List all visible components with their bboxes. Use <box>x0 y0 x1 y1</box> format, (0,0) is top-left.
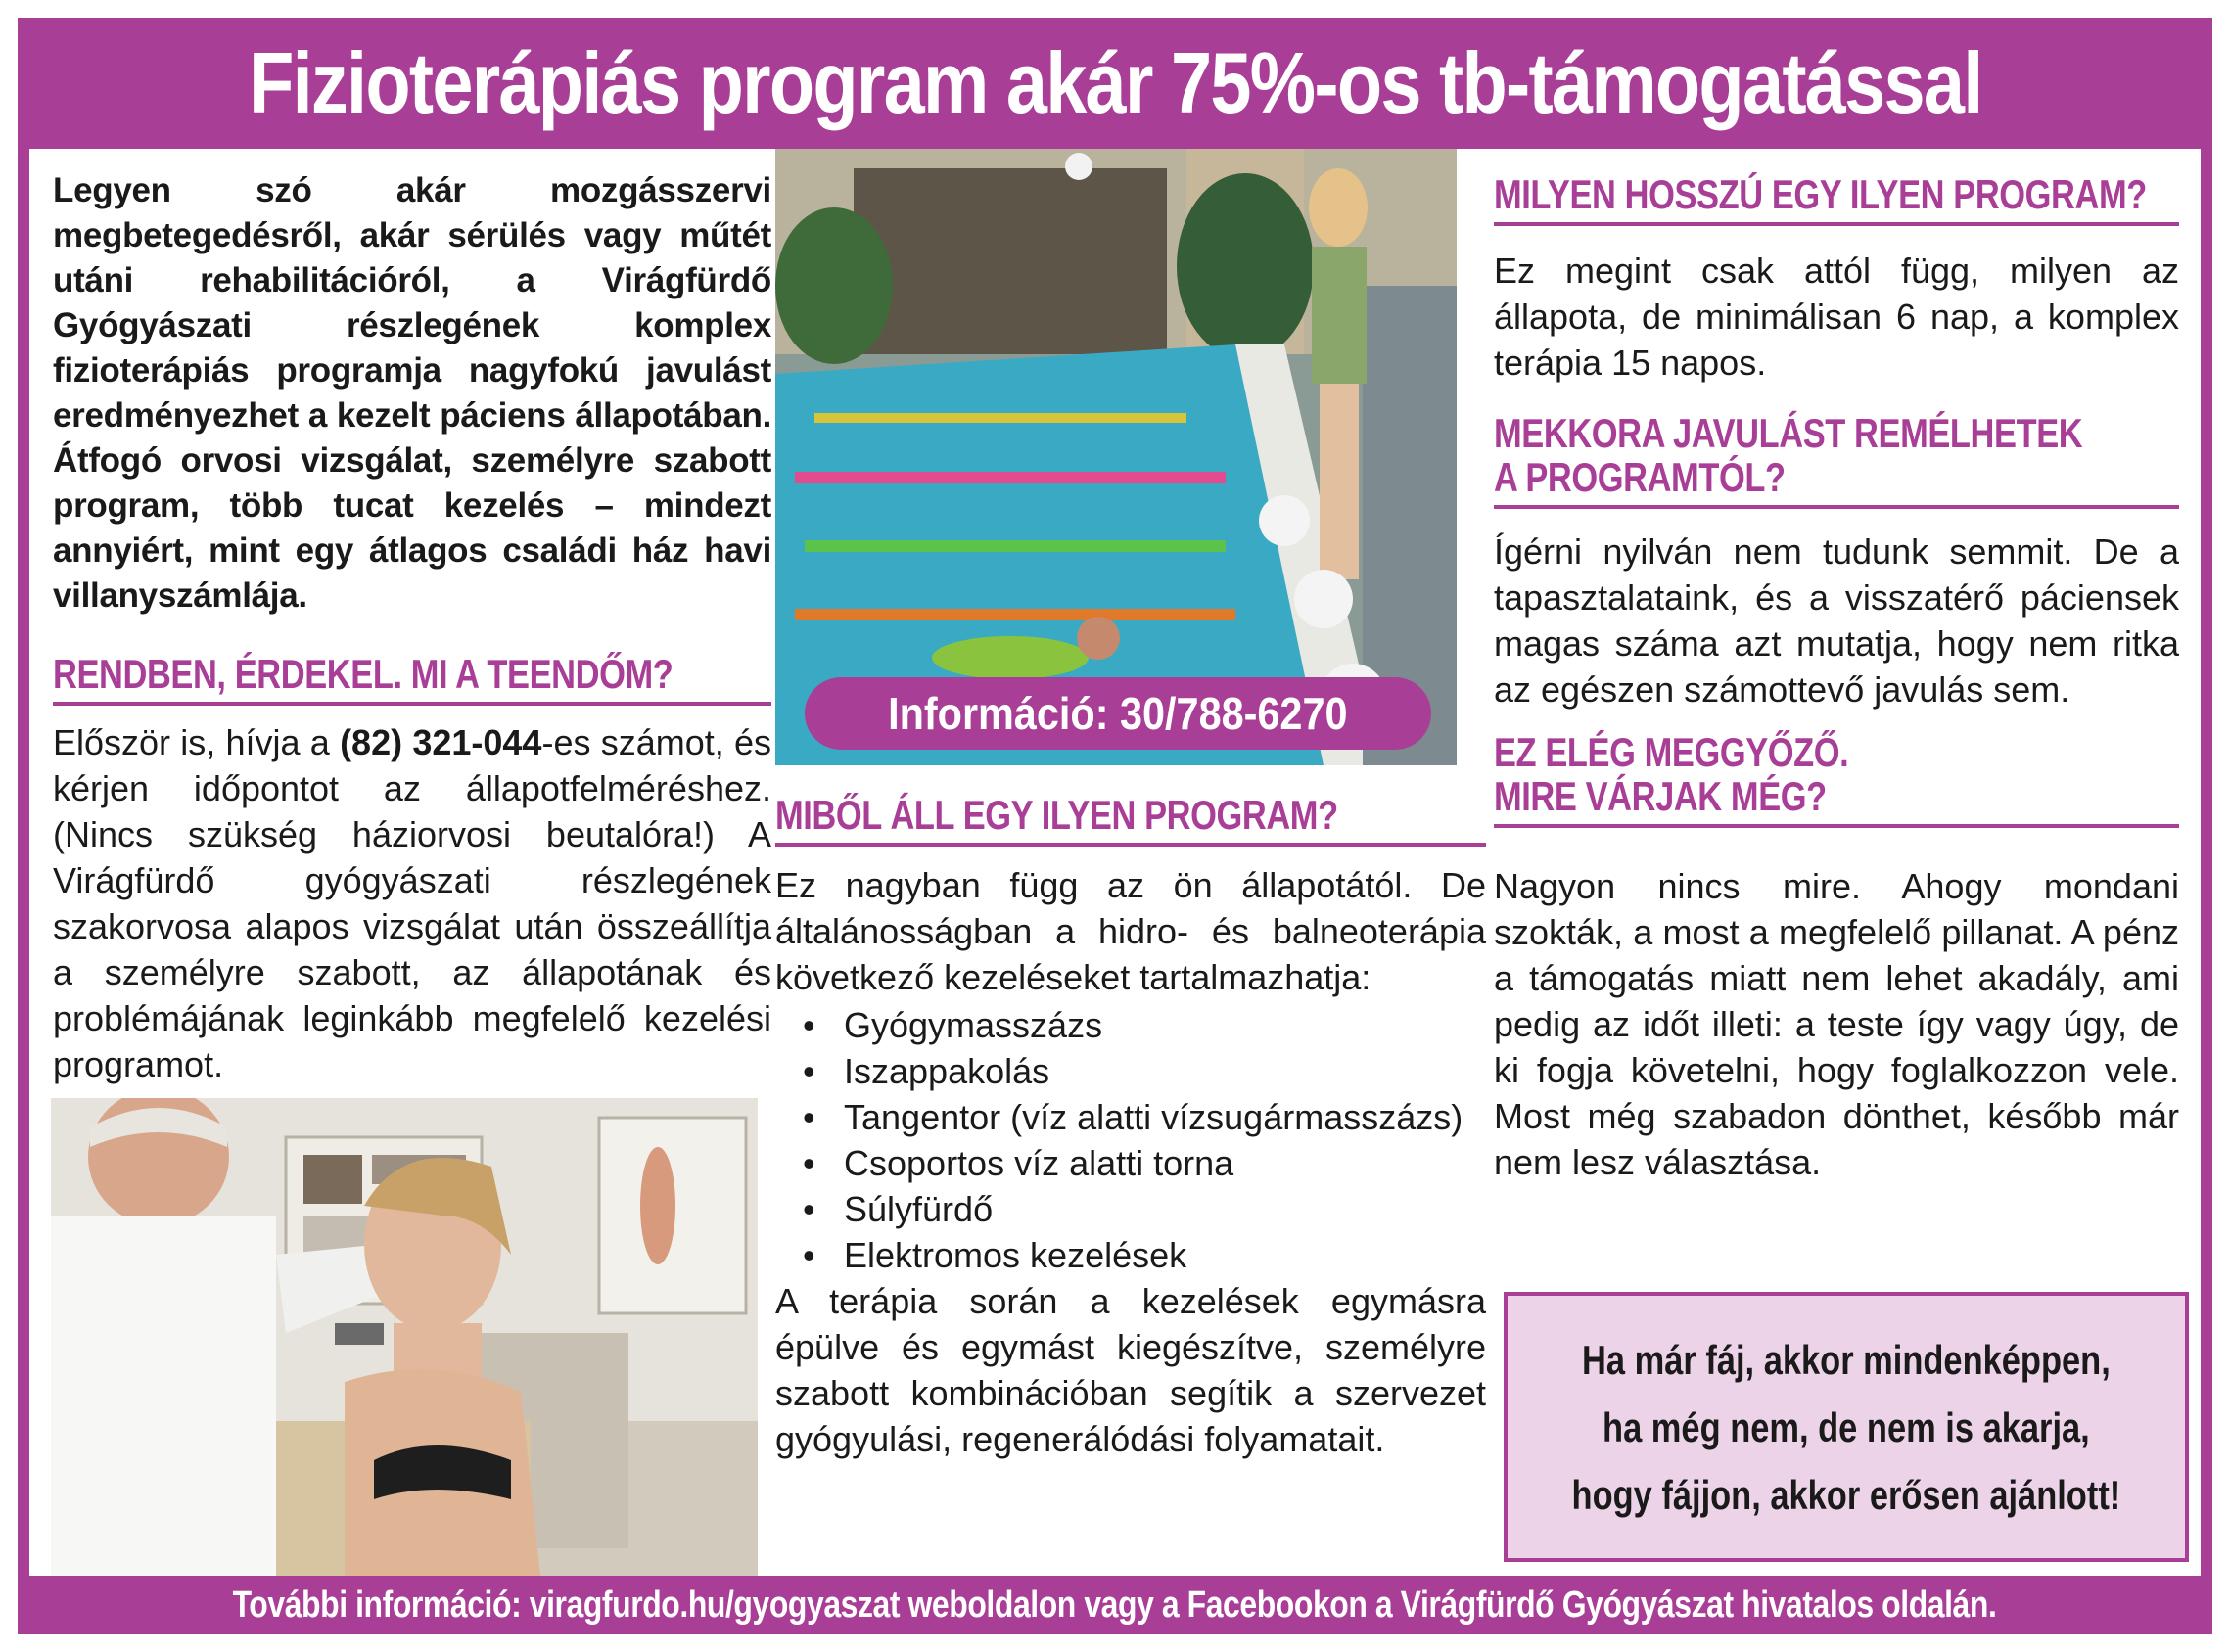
heading-meggyozo: EZ ELÉG MEGGYŐZŐ. MIRE VÁRJAK MÉG? <box>1494 730 2179 828</box>
list-item: • Csoportos víz alatti torna <box>775 1140 1486 1186</box>
list-item: • Elektromos kezelések <box>775 1232 1486 1278</box>
pool-photo-illustration <box>775 149 1457 765</box>
doctor-photo-illustration <box>51 1098 758 1576</box>
column-left <box>53 168 771 1087</box>
paragraph-hossz: Ez megint csak attól függ, milyen az állapota, de minimálisan 6 nap, a komplex terápia 15 napos. <box>1494 251 2179 383</box>
list-item: • Gyógymasszázs <box>775 1002 1486 1048</box>
phone-number: (82) 321-044 <box>340 722 542 762</box>
column-middle <box>775 793 1486 1462</box>
callout-box <box>1504 1292 2189 1562</box>
pool-therapy-photo <box>775 149 1457 765</box>
list-item: • Iszappakolás <box>775 1048 1486 1094</box>
page-title: Fizioterápiás program akár 75%-os tb-támogatással <box>248 34 1982 131</box>
paragraph-javulas: Ígérni nyilván nem tudunk semmit. De a tapasztalataink, és a visszatérő páciensek magas száma azt mutatja, hogy nem ritka az egészen számottevő javulás sem. <box>1494 531 2179 710</box>
heading-javulas: MEKKORA JAVULÁST REMÉLHETEK A PROGRAMTÓL? <box>1494 411 2179 509</box>
paragraph-mibol-intro: Ez nagyban függ az ön állapotától. De általánosságban a hidro- és balneoterápia következő kezeléseket tartalmazhatja: <box>775 865 1486 997</box>
doctor-examination-photo <box>51 1098 758 1576</box>
list-item: • Tangentor (víz alatti vízsugármasszázs) <box>775 1094 1486 1140</box>
title-bar <box>18 18 2212 149</box>
heading-mibol: MIBŐL ÁLL EGY ILYEN PROGRAM? <box>775 793 1486 847</box>
paragraph-mibol-outro: A terápia során a kezelések egymásra épülve és egymást kiegészítve, személyre szabott kombinációban segítik a szervezet gyógyulási, regenerálódási folyamatait. <box>775 1281 1486 1459</box>
paragraph-teendo: Először is, hívja a (82) 321-044-es számot, és kérjen időpontot az állapotfelméréshez. (Nincs szükség háziorvosi beutalóra!) A Virágfürdő gyógyászati részlegének szakorvosa alapos vizsgálat után összeállítja a személyre szabott, az állapotának és problémájának leginkább megfelelő kezelési programot. <box>53 722 771 1084</box>
callout-text: Ha már fáj, akkor mindenképpen, ha még nem, de nem is akarja, hogy fájjon, akkor erősen ajánlott! <box>1571 1336 2121 1518</box>
article-body <box>29 149 2201 1576</box>
footer-text: További információ: viragfurdo.hu/gyogyaszat weboldalon vagy a Facebookon a Virágfürdő Gyógyászat hivatalos oldalán. <box>233 1583 1997 1626</box>
list-item: • Súlyfürdő <box>775 1186 1486 1232</box>
heading-hossz: MILYEN HOSSZÚ EGY ILYEN PROGRAM? <box>1494 172 2179 226</box>
info-phone-badge: Információ: 30/788-6270 <box>805 677 1431 750</box>
footer-bar <box>18 1576 2212 1634</box>
treatment-list <box>775 1002 1486 1278</box>
paragraph-meggyozo: Nagyon nincs mire. Ahogy mondani szokták, a most a megfelelő pillanat. A pénz a támogatás miatt nem lehet akadály, ami pedig az időt illeti: a teste így vagy úgy, de ki fogja követelni, hogy foglalkozzon vele. Most még szabadon dönthet, később már nem lesz választása. <box>1494 866 2179 1182</box>
column-right <box>1494 172 2179 1185</box>
lead-paragraph: Legyen szó akár mozgásszervi megbetegedésről, akár sérülés vagy műtét utáni rehabilitációról, a Virágfürdő Gyógyászati részlegének komplex fizioterápiás programja nagyfokú javulást eredményezhet a kezelt páciens állapotában. Átfogó orvosi vizsgálat, személyre szabott program, több tucat kezelés – mindezt annyiért, mint egy átlagos családi ház havi villanyszámlája. <box>53 171 771 615</box>
heading-teendo: RENDBEN, ÉRDEKEL. MI A TEENDŐM? <box>53 652 771 706</box>
